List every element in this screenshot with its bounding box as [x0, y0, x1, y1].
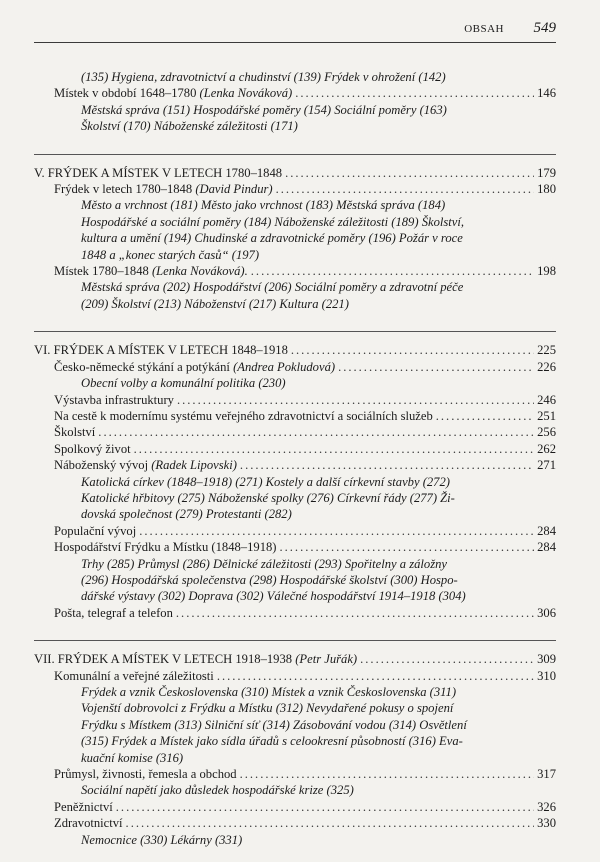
- toc-entry: [34, 441, 556, 457]
- dot-leader: [98, 424, 534, 440]
- dot-leader: [279, 539, 534, 555]
- toc-entry: [34, 539, 556, 555]
- dot-leader: [338, 359, 534, 375]
- dot-leader: [139, 523, 534, 539]
- entry-label: [54, 668, 214, 684]
- entry-label: [54, 539, 276, 555]
- toc-entry: [34, 424, 556, 440]
- entry-title: V. FRÝDEK A MÍSTEK V LETECH 1780–1848: [34, 165, 283, 180]
- entry-label: [54, 424, 95, 440]
- entry-page-number: 246: [537, 392, 556, 407]
- subtopics-line: dářské výstavy (302) Doprava (302) Válečné hospodářství 1914–1918 (304): [81, 589, 466, 604]
- chapter-heading: [34, 165, 556, 181]
- entry-title: Na cestě k modernímu systému veřejného zdravotnictví a sociálních služeb: [54, 408, 433, 423]
- entry-label: [54, 457, 237, 473]
- entry-author: (Andrea Pokludová): [233, 359, 336, 374]
- subtopics-line: Frýdku s Místkem (313) Silniční síť (314) Zásobování vodou (314) Osvětlení: [81, 717, 467, 732]
- entry-label: [54, 263, 248, 279]
- entry-label: [54, 181, 273, 197]
- toc-entry: [34, 815, 556, 831]
- toc-entry: [34, 668, 556, 684]
- subtopics-line: (135) Hygiena, zdravotnictví a chudinství (139) Frýdek v ohrožení (142): [81, 70, 446, 84]
- entry-page-number: 284: [537, 540, 556, 555]
- entry-author: (Lenka Nováková): [199, 86, 293, 101]
- entry-page-number: 310: [537, 668, 556, 683]
- entry-label: [54, 523, 136, 539]
- dot-leader: [134, 441, 534, 457]
- entry-title: Frýdek v letech 1780–1848: [54, 182, 196, 197]
- running-title: OBSAH: [464, 23, 504, 35]
- entry-page-number: 225: [537, 343, 556, 358]
- entry-author: (Radek Lipovski): [151, 458, 237, 473]
- toc-section: [34, 640, 556, 856]
- entry-label: [54, 408, 433, 424]
- entry-page-number: 146: [537, 86, 556, 101]
- dot-leader: [217, 668, 534, 684]
- toc-section: [34, 60, 556, 143]
- entry-title: Spolkový život: [54, 441, 131, 456]
- subtopics-line: kuační komise (316): [81, 750, 184, 765]
- subtopics-line: 1848 a „konec starých časů“ (197): [81, 247, 260, 262]
- chapter-heading: [34, 342, 556, 358]
- entry-page-number: 251: [537, 408, 556, 423]
- entry-title: Peněžnictví: [54, 799, 113, 814]
- toc-section: [34, 331, 556, 629]
- subtopics-line: Městská správa (151) Hospodářské poměry (154) Sociální poměry (163): [81, 102, 447, 117]
- entry-title: Hospodářství Frýdku a Místku (1848–1918): [54, 540, 277, 555]
- entry-title: Náboženský vývoj: [54, 458, 152, 473]
- subtopics-line: Město a vrchnost (181) Město jako vrchnost (183) Městská správa (184): [81, 198, 446, 213]
- entry-page-number: 317: [537, 767, 556, 782]
- entry-label: [54, 605, 173, 621]
- subtopics-line: Obecní volby a komunální politika (230): [81, 376, 286, 391]
- entry-label: [54, 359, 335, 375]
- toc-entry: [34, 605, 556, 621]
- entry-title: Česko-německé stýkání a potýkání: [54, 359, 234, 374]
- toc-entry: [34, 85, 556, 101]
- entry-title: Místek 1780–1848: [54, 264, 152, 279]
- entry-title: Populační vývoj: [54, 523, 137, 538]
- entry-author: (David Pindur): [195, 182, 273, 197]
- subtopics-line: Sociální napětí jako důsledek hospodářské krize (325): [81, 783, 354, 798]
- entry-page-number: 309: [537, 652, 556, 667]
- toc-entry: [34, 766, 556, 782]
- page-number: 549: [533, 20, 556, 36]
- toc-entry: [34, 392, 556, 408]
- dot-leader: [240, 766, 535, 782]
- entry-page-number: 226: [537, 359, 556, 374]
- entry-label: [54, 799, 113, 815]
- dot-leader: [291, 342, 534, 358]
- dot-leader: [436, 408, 534, 424]
- subtopics-line: dovská společnost (279) Protestanti (282): [81, 507, 292, 522]
- entry-page-number: 198: [537, 264, 556, 279]
- subtopics-line: Městská správa (202) Hospodářství (206) Sociální poměry a zdravotní péče: [81, 280, 464, 295]
- dot-leader: [251, 263, 534, 279]
- entry-page-number: 330: [537, 816, 556, 831]
- subtopics-line: Vojenští dobrovolci z Frýdku a Místku (312) Nevydařené pokusy o spojení: [81, 701, 454, 716]
- entry-page-number: 284: [537, 523, 556, 538]
- dot-leader: [240, 457, 534, 473]
- entry-title: Komunální a veřejné záležitosti: [54, 668, 214, 683]
- toc-entry: [34, 523, 556, 539]
- entry-title: Místek v období 1648–1780: [54, 86, 200, 101]
- dot-leader: [295, 85, 534, 101]
- subtopics-line: Trhy (285) Průmysl (286) Dělnické záležitosti (293) Spořitelny a záložny: [81, 556, 447, 571]
- entry-page-number: 326: [537, 799, 556, 814]
- entry-label: [54, 85, 292, 101]
- entry-label: [34, 342, 288, 358]
- dot-leader: [126, 815, 535, 831]
- toc-entry: [34, 359, 556, 375]
- entry-label: [54, 815, 123, 831]
- entry-label: [54, 766, 237, 782]
- entry-title: Průmysl, živnosti, řemesla a obchod: [54, 767, 237, 782]
- entry-author: (Petr Juřák): [295, 652, 358, 667]
- toc-entry: [34, 263, 556, 279]
- entry-label: [34, 651, 357, 667]
- subtopics-line: Hospodářské a sociální poměry (184) Náboženské záležitosti (189) Školství,: [81, 214, 465, 229]
- entry-title: VII. FRÝDEK A MÍSTEK V LETECH 1918–1938: [34, 652, 296, 667]
- toc-entry: [34, 799, 556, 815]
- entry-title: Zdravotnictví: [54, 816, 123, 831]
- entry-page-number: 256: [537, 425, 556, 440]
- entry-label: [54, 441, 131, 457]
- subtopics-line: Školství (170) Náboženské záležitosti (171): [81, 119, 298, 134]
- toc-entry: [34, 181, 556, 197]
- entry-page-number: 179: [537, 165, 556, 180]
- subtopics-line: kultura a umění (194) Chudinské a zdravotnické poměry (196) Požár v roce: [81, 231, 463, 246]
- subtopics-line: (209) Školství (213) Náboženství (217) Kultura (221): [81, 296, 349, 311]
- toc-entry: [34, 457, 556, 473]
- dot-leader: [116, 799, 534, 815]
- dot-leader: [276, 181, 535, 197]
- dot-leader: [285, 165, 534, 181]
- subtopics-line: Katolická církev (1848–1918) (271) Kostely a další církevní stavby (272): [81, 474, 450, 489]
- dot-leader: [176, 605, 534, 621]
- running-header: [34, 20, 556, 43]
- subtopics-line: Nemocnice (330) Lékárny (331): [81, 832, 243, 847]
- dot-leader: [177, 392, 534, 408]
- entry-page-number: 306: [537, 605, 556, 620]
- subtopics-line: Katolické hřbitovy (275) Náboženské spolky (276) Církevní řády (277) Ži-: [81, 490, 455, 505]
- toc-entry: [34, 408, 556, 424]
- entry-label: [34, 165, 282, 181]
- entry-page-number: 262: [537, 441, 556, 456]
- entry-title: VI. FRÝDEK A MÍSTEK V LETECH 1848–1918: [34, 343, 288, 358]
- entry-page-number: 271: [537, 458, 556, 473]
- entry-title: Školství: [54, 425, 96, 440]
- entry-title: Pošta, telegraf a telefon: [54, 605, 173, 620]
- subtopics-line: Frýdek a vznik Československa (310) Místek a vznik Československa (311): [81, 685, 457, 699]
- toc-section: [34, 154, 556, 321]
- entry-title: Výstavba infrastruktury: [54, 392, 174, 407]
- dot-leader: [360, 651, 534, 667]
- table-of-contents: [34, 60, 556, 856]
- entry-label: [54, 392, 174, 408]
- chapter-heading: [34, 651, 556, 667]
- entry-page-number: 180: [537, 182, 556, 197]
- subtopics-line: (296) Hospodářská společenstva (298) Hospodářské školství (300) Hospo-: [81, 572, 458, 587]
- subtopics-line: (315) Frýdek a Místek jako sídla úřadů s celookresní působností (316) Eva-: [81, 734, 463, 749]
- entry-author: (Lenka Nováková).: [151, 264, 248, 279]
